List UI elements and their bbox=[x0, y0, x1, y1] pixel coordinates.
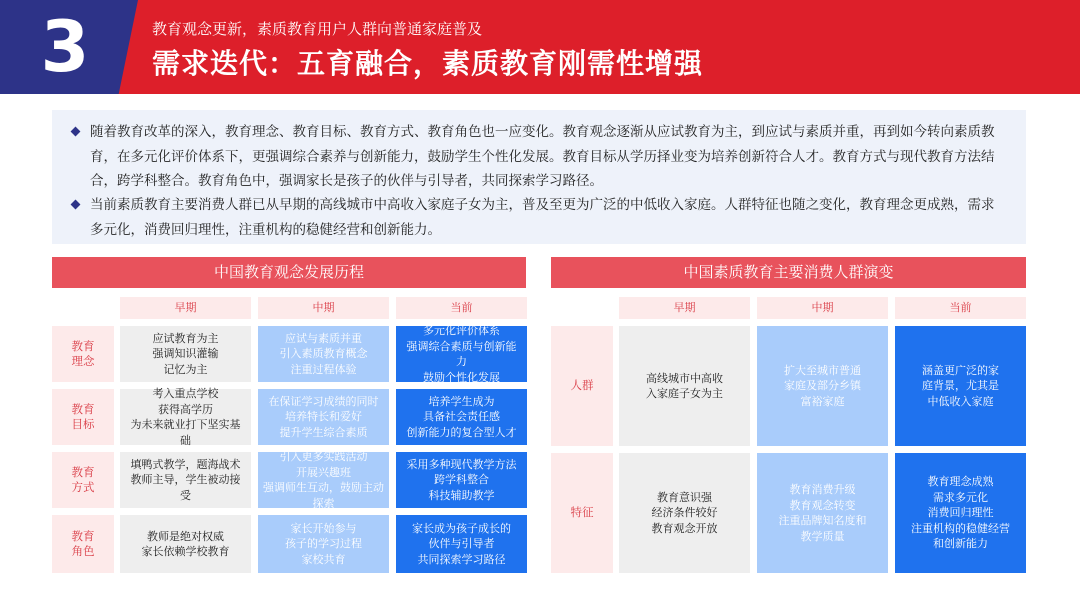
summary-box bbox=[52, 110, 1026, 244]
left-cell: 多元化评价体系 强调综合素质与创新能力 鼓励个性化发展 bbox=[396, 326, 527, 382]
right-row-label: 人群 bbox=[551, 326, 613, 446]
page-title: 需求迭代：五育融合，素质教育刚需性增强 bbox=[152, 47, 704, 80]
left-cell: 家长开始参与 孩子的学习过程 家校共育 bbox=[258, 515, 389, 573]
right-cell: 教育理念成熟 需求多元化 消费回归理性 注重机构的稳健经营 和创新能力 bbox=[895, 453, 1026, 573]
right-cell: 教育消费升级 教育观念转变 注重品牌知名度和 教学质量 bbox=[757, 453, 888, 573]
diamond-bullet-icon bbox=[71, 127, 81, 137]
left-panel-title: 中国教育观念发展历程 bbox=[52, 257, 526, 288]
right-cell: 教育意识强 经济条件较好 教育观念开放 bbox=[619, 453, 750, 573]
left-cell: 应试与素质并重 引入素质教育概念 注重过程体验 bbox=[258, 326, 389, 382]
right-cell: 涵盖更广泛的家 庭背景，尤其是 中低收入家庭 bbox=[895, 326, 1026, 446]
left-cell: 培养学生成为 具备社会责任感 创新能力的复合型人才 bbox=[396, 389, 527, 445]
right-row-label: 特征 bbox=[551, 453, 613, 573]
summary-bullet-text: 当前素质教育主要消费人群已从早期的高线城市中高收入家庭子女为主，普及至更为广泛的中低收入家庭。人群特征也随之变化，教育理念更成熟，需求多元化，消费回归理性，注重机构的稳健经营和创新能力。 bbox=[90, 197, 995, 238]
right-cell: 高线城市中高收 入家庭子女为主 bbox=[619, 326, 750, 446]
left-cell: 考入重点学校 获得高学历 为未来就业打下坚实基础 bbox=[120, 389, 251, 445]
left-row-label: 教育 方式 bbox=[52, 452, 114, 508]
right-panel-title: 中国素质教育主要消费人群演变 bbox=[551, 257, 1026, 288]
left-row-label: 教育 角色 bbox=[52, 515, 114, 573]
right-cell: 扩大至城市普通 家庭及部分乡镇 富裕家庭 bbox=[757, 326, 888, 446]
left-row-label: 教育 理念 bbox=[52, 326, 114, 382]
section-number: 3 bbox=[40, 6, 90, 88]
left-cell: 引入更多实践活动 开展兴趣班 强调师生互动，鼓励主动探索 bbox=[258, 452, 389, 508]
right-col-header: 当前 bbox=[895, 297, 1026, 319]
left-col-header: 早期 bbox=[120, 297, 251, 319]
right-col-header: 中期 bbox=[757, 297, 888, 319]
left-cell: 家长成为孩子成长的 伙伴与引导者 共同探索学习路径 bbox=[396, 515, 527, 573]
left-cell: 采用多种现代教学方法 跨学科整合 科技辅助教学 bbox=[396, 452, 527, 508]
left-col-header: 中期 bbox=[258, 297, 389, 319]
left-cell: 在保证学习成绩的同时 培养特长和爱好 提升学生综合素质 bbox=[258, 389, 389, 445]
left-cell: 教师是绝对权威 家长依赖学校教育 bbox=[120, 515, 251, 573]
diamond-bullet-icon bbox=[71, 200, 81, 210]
summary-bullet-text: 随着教育改革的深入，教育理念、教育目标、教育方式、教育角色也一应变化。教育观念逐渐从应试教育为主，到应试与素质并重，再到如今转向素质教育，在多元化评价体系下，更强调综合素养与创新能力，鼓励学生个性化发展。教育目标从学历择业变为培养创新符合人才。教育方式与现代教育方法结合，跨学科整合。教育角色中，强调家长是孩子的伙伴与引导者，共同探索学习路径。 bbox=[90, 124, 995, 189]
left-col-header: 当前 bbox=[396, 297, 527, 319]
left-row-label: 教育 目标 bbox=[52, 389, 114, 445]
left-cell: 填鸭式教学，题海战术 教师主导，学生被动接受 bbox=[120, 452, 251, 508]
right-col-header: 早期 bbox=[619, 297, 750, 319]
page-subtitle: 教育观念更新，素质教育用户人群向普通家庭普及 bbox=[152, 20, 483, 38]
left-cell: 应试教育为主 强调知识灌输 记忆为主 bbox=[120, 326, 251, 382]
